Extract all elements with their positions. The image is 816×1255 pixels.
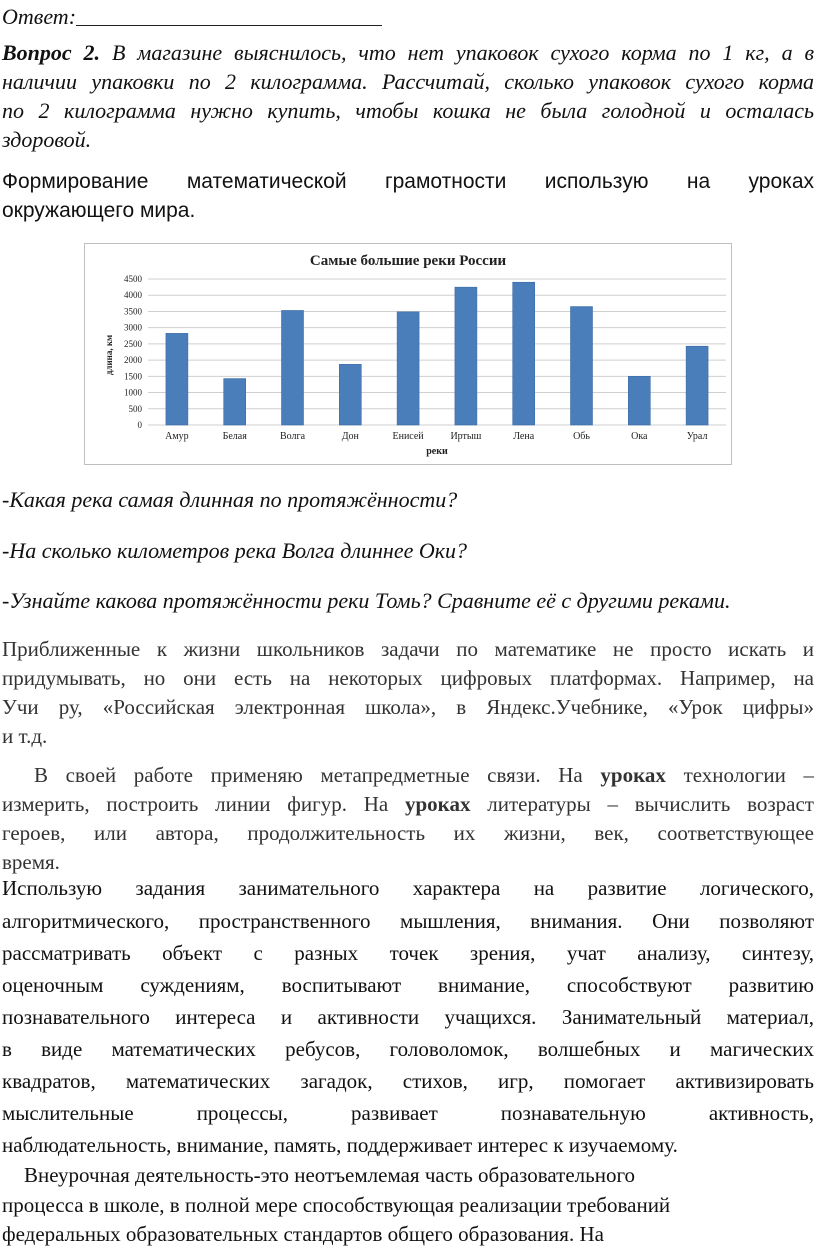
para2-line-1 [34, 763, 814, 788]
question-line-2: -На сколько километров река Волга длиннее Оки? [2, 538, 468, 563]
x-axis-label: реки [426, 446, 448, 457]
para2-line-3: героев, или автора, продолжительность их жизни, век, соответствующее [2, 821, 814, 845]
para1-line-1: Приближенные к жизни школьников задачи по математике не просто искать и [2, 637, 814, 661]
x-tick-label: Урал [686, 431, 708, 442]
question2-line-3: по 2 килограмма нужно купить, чтобы кошка не была голодной и осталась [2, 98, 814, 123]
para1-line-2: придумывать, но они есть на некоторых цифровых платформах. Например, на [2, 666, 814, 690]
y-tick-label: 4500 [124, 274, 142, 284]
question2-line-2: наличии упаковки по 2 килограмма. Рассчитай, сколько упаковок сухого корма [2, 69, 814, 94]
bar-8 [628, 376, 650, 425]
y-tick-label: 4000 [124, 290, 142, 301]
intro-line-1: Формирование математической грамотности использую на уроках [2, 170, 814, 193]
y-tick-label: 2000 [124, 355, 142, 366]
y-tick-label: 3500 [124, 306, 142, 317]
para3-line-4: оценочным суждениям, воспитывают внимание, способствуют развитию [2, 973, 814, 997]
question2-number: Вопрос 2. [2, 40, 101, 65]
bar-3 [339, 364, 361, 425]
para4-line-2: процесса в школе, в полной мере способствующая реализации требований [2, 1193, 671, 1217]
para1-line-4: и т.д. [2, 724, 48, 748]
x-tick-label: Ока [631, 431, 648, 442]
para4-line-3: федеральных образовательных стандартов общего образования. На [2, 1222, 604, 1246]
x-tick-label: Амур [165, 431, 189, 442]
para2-line-2 [2, 792, 814, 817]
para2-line-4: время. [2, 850, 60, 874]
answer-label: Ответ: [2, 4, 77, 29]
para2-bold-2: уроках [405, 792, 471, 816]
para1-line-3: Учи ру, «Российская электронная школа», в Яндекс.Учебнике, «Урок цифры» [2, 695, 814, 719]
chart-title: Самые большие реки России [309, 253, 507, 269]
answer-line [2, 4, 382, 30]
bar-7 [571, 307, 593, 425]
para3-line-2: алгоритмического, пространственного мышления, внимания. Они позволяют [2, 909, 814, 933]
bar-1 [224, 379, 246, 425]
x-tick-label: Дон [341, 431, 359, 442]
answer-blank [76, 7, 382, 26]
x-tick-label: Иртыш [450, 431, 482, 442]
para3-line-6: в виде математических ребусов, головоломок, волшебных и магических [2, 1037, 814, 1061]
rivers-bar-chart [84, 243, 732, 465]
y-tick-label: 3000 [124, 322, 142, 333]
question2-line-4: здоровой. [2, 127, 92, 152]
intro-line-2: окружающего мира. [2, 199, 196, 222]
question-line-1: -Какая река самая длинная по протяжённости? [2, 487, 458, 512]
para2-text-2c: литературы – вычислить возраст [470, 792, 814, 816]
y-tick-label: 1500 [124, 371, 142, 382]
para2-text-1a: В своей работе применяю метапредметные связи. На [34, 763, 601, 787]
para3-line-8: мыслительные процессы, развивает познавательную активность, [2, 1101, 814, 1125]
y-tick-label: 0 [137, 420, 142, 430]
y-tick-label: 1000 [124, 387, 142, 398]
bar-5 [455, 287, 477, 425]
para3-line-7: квадратов, математических загадок, стихов, игр, помогает активизировать [2, 1069, 814, 1093]
x-tick-label: Енисей [392, 431, 424, 442]
para3-line-3: рассматривать объект с разных точек зрения, учат анализу, синтезу, [2, 941, 814, 965]
para2-bold-1: уроках [600, 763, 666, 787]
y-tick-label: 2500 [124, 338, 142, 349]
x-tick-label: Белая [222, 431, 247, 442]
y-axis-label: длина, км [104, 334, 114, 376]
x-tick-label: Лена [513, 431, 535, 442]
para3-line-1: Использую задания занимательного характера на развитие логического, [2, 876, 814, 900]
question-line-3: -Узнайте какова протяжённости реки Томь? Сравните её с другими реками. [2, 588, 731, 613]
question2-line-1 [2, 40, 814, 66]
para3-line-5: познавательного интереса и активности учащихся. Занимательный материал, [2, 1005, 814, 1029]
bar-6 [513, 282, 535, 425]
para4-line-1: Внеурочная деятельность-это неотъемлемая часть образовательного [24, 1163, 636, 1187]
question2-text-1: В магазине выяснилось, что нет упаковок сухого корма по 1 кг, а в [111, 40, 814, 65]
x-tick-label: Волга [279, 431, 306, 442]
para2-text-2a: измерить, построить линии фигур. На [2, 792, 405, 816]
y-tick-label: 500 [128, 403, 142, 414]
bar-4 [397, 312, 419, 425]
para3-line-9: наблюдательность, внимание, память, поддерживает интерес к изучаемому. [2, 1133, 678, 1157]
bar-0 [166, 333, 188, 425]
para2-text-1c: технологии – [665, 763, 814, 787]
x-tick-label: Обь [573, 431, 590, 442]
bar-9 [686, 346, 708, 425]
bar-2 [282, 310, 304, 425]
